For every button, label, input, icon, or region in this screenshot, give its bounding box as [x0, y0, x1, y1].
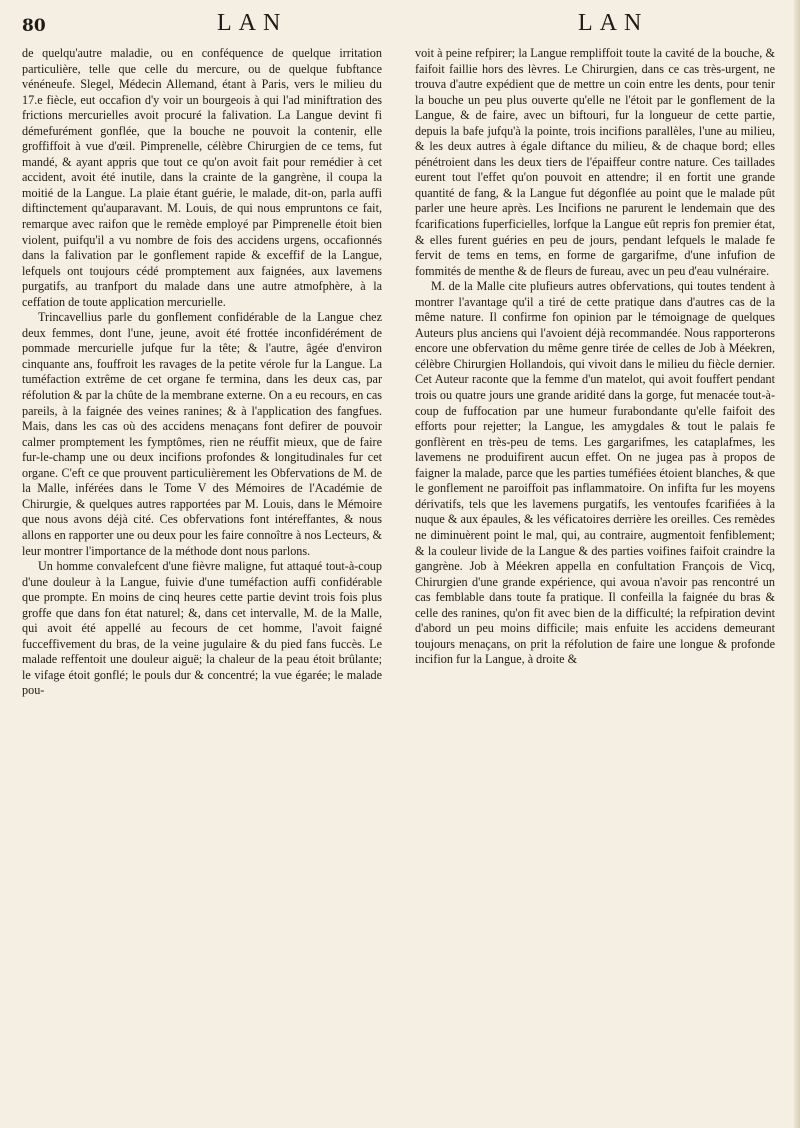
page-number: 80 [22, 16, 46, 36]
paragraph: voit à peine refpirer; la Langue rempliffoit toute la cavité de la bouche, & faifoit faillie hors des lèvres. Le Chirurgien, dans ce cas très-urgent, ne trouva d'autre expédient que de mettre un coin entre les dents, pour tenir la bouche un peu plus ouverte qu'elle ne l'étoit par le gonflement de la Langue, & de faire, avec un biftouri, fur la longueur de cette partie, depuis la bafe jufqu'à la pointe, trois incifions parallèles, l'une au milieu, & les deux autres à égale diftance du milieu, & de chaque bord; elles pénétroient dans les deux tiers de l'épaiffeur contre nature. Ces taillades eurent tout l'effet qu'on pouvoit en attendre; il en fortit une grande quantité de fang, & la Langue fut dégonflée au point que le malade pût parler une heure après. Les Incifions ne parurent le lendemain que des fcarifications fuperficielles, lorfque la Langue eût repris fon premier état, & elles furent guéries en peu de jours, pendant lefquels le malade fe fervit de tems en tems, en forme de gargarifme, d'une infufion de fommités de menthe & de fleurs de fureau, avec un peu d'eau vulnéraire. [415, 46, 775, 278]
running-head-left: LAN [217, 10, 288, 36]
text-column-right [415, 46, 775, 1120]
running-head-right: LAN [578, 10, 649, 36]
page-header [22, 10, 778, 42]
paragraph: Un homme convalefcent d'une fièvre maligne, fut attaqué tout-à-coup d'une douleur à la Langue, fuivie d'une tuméfaction auffi confidérable que prompte. En moins de cinq heures cette partie devint trois fois plus groffe que dans fon état naturel; &, dans cet intervalle, M. de la Malle, qui avoit été appellé au fecours de cet homme, l'avoit faigné fucceffivement du bras, de la veine jugulaire & du pied fans fuccès. Le malade reffentoit une douleur aiguë; la chaleur de la peau étoit brûlante; le vifage étoit gonflé; le pouls dur & concentré; la vue égarée; le malade pou- [22, 559, 382, 698]
text-column-left [22, 46, 382, 1120]
paragraph: de quelqu'autre maladie, ou en conféquence de quelque irritation particulière, telle que celle du mercure, ou de quelque fubftance vénéneufe. Slegel, Médecin Allemand, étant à Paris, vers le milieu du 17.e fiècle, eut occafion d'y voir un bourgeois à qui l'ad miniftration des frictions mercurielles avoit procuré la falivation. La Langue devint fi démefurément gonflée, que la bouche ne pouvoit la contenir, elle groffiffoit à vue d'œil. Pimprenelle, célèbre Chirurgien de ce tems, fut mandé, & ayant appris que tout ce qu'on avoit fait pour remédier à cet accident, avoit été inutile, dans la crainte de la gangrène, il coupa la moitié de la Langue. La plaie étant guérie, le malade, dit-on, parla auffi diftinctement qu'auparavant. M. Louis, de qui nous empruntons ce fait, remarque avec raifon que le remède employé par Pimprenelle étoit bien violent, puifqu'il a vu nombre de fois des accidens urgens, occafionnés dans la falivation par le gonflement rapide & exceffif de la Langue, lefquels ont toujours cédé promptement aux faignées, aux lavemens purgatifs, au tranfport du malade dans une autre atmofphère, à la ceffation de toute application mercurielle. [22, 46, 382, 309]
page-edge [794, 0, 800, 1128]
paragraph: Trincavellius parle du gonflement confidérable de la Langue chez deux femmes, dont l'une, jeune, avoit été frottée inconfidérément de pommade mercurielle jufque fur la tête; & l'autre, âgée d'environ cinquante ans, fouffroit les ravages de la petite vérole fur la Langue. La tuméfaction extrême de cet organe fe termina, dans les deux cas, par réfolution & par la chûte de la membrane externe. On a eu recours, en cas pareils, à la faignée des veines ranines; & à l'application des fangfues. Mais, dans les cas où des accidens menaçans font defirer de pouvoir calmer promptement les fymptômes, rien ne réuffit mieux, que de faire fur-le-champ une ou deux incifions profondes & longitudinales fur cet organe. C'eft ce que prouvent particulièrement les Obfervations de M. de la Malle, inférées dans le Tome V des Mémoires de l'Académie de Chirurgie, & quelques autres rapportées par M. Louis, dans le Mémoire que nous avons déjà cité. Ces obfervations font intéreffantes, & nous allons en rapporter une ou deux pour les faire connoître à nos Lecteurs, & leur montrer l'importance de la méthode dont nous parlons. [22, 310, 382, 558]
paragraph: M. de la Malle cite plufieurs autres obfervations, qui toutes tendent à montrer l'avantage qu'il a tiré de cette pratique dans d'autres cas de la même nature. Il confirme fon opinion par le témoignage de quelques Auteurs plus anciens qui l'avoient déjà recommandée. Nous rapporterons encore une obfervation du même genre tirée de celles de Job à Méekren, célèbre Chirurgien Hollandois, qui vivoit dans le milieu du fiècle dernier. Cet Auteur raconte que la femme d'un matelot, qui avoit fouffert pendant trois ou quatre jours une grande aridité dans la gorge, fut menacée tout-à-coup de fuffocation par une humeur furabondante qu'elle faifoit des efforts pour rejetter; la Langue, les amygdales & tout le palais fe gonflèrent en très-peu de tems. Les gargarifmes, les cataplafmes, les lavemens ne produifirent aucun effet. On ne jugea pas à propos de faigner la malade, parce que les parties tuméfiées étoient blanches, & que le gonflement ne paroiffoit pas inflammatoire. On infifta fur les moyens dérivatifs, tels que les lavemens purgatifs, les ventoufes fcarifiées à la nuque & aux épaules, & les véficatoires derrière les oreilles. Ces remèdes ne diminuèrent point le mal, qui, au contraire, augmentoit fenfiblement; & la couleur livide de la Langue & des parties voifines faifoit craindre la gangrène. Job à Méekren appella en confultation François de Vicq, Chirurgien d'une grande expérience, qui avoua n'avoir pas rencontré un cas femblable dans toute fa pratique. Il confeilla la faignée du bras & celle des ranines, qu'on fit avec bien de la difficulté; la refpiration devint d'abord un peu moins difficile; mais enfuite les accidens demeurant toujours menaçans, on prit la réfolution de faire une longue & profonde incifion fur la Langue, à droite & [415, 279, 775, 667]
